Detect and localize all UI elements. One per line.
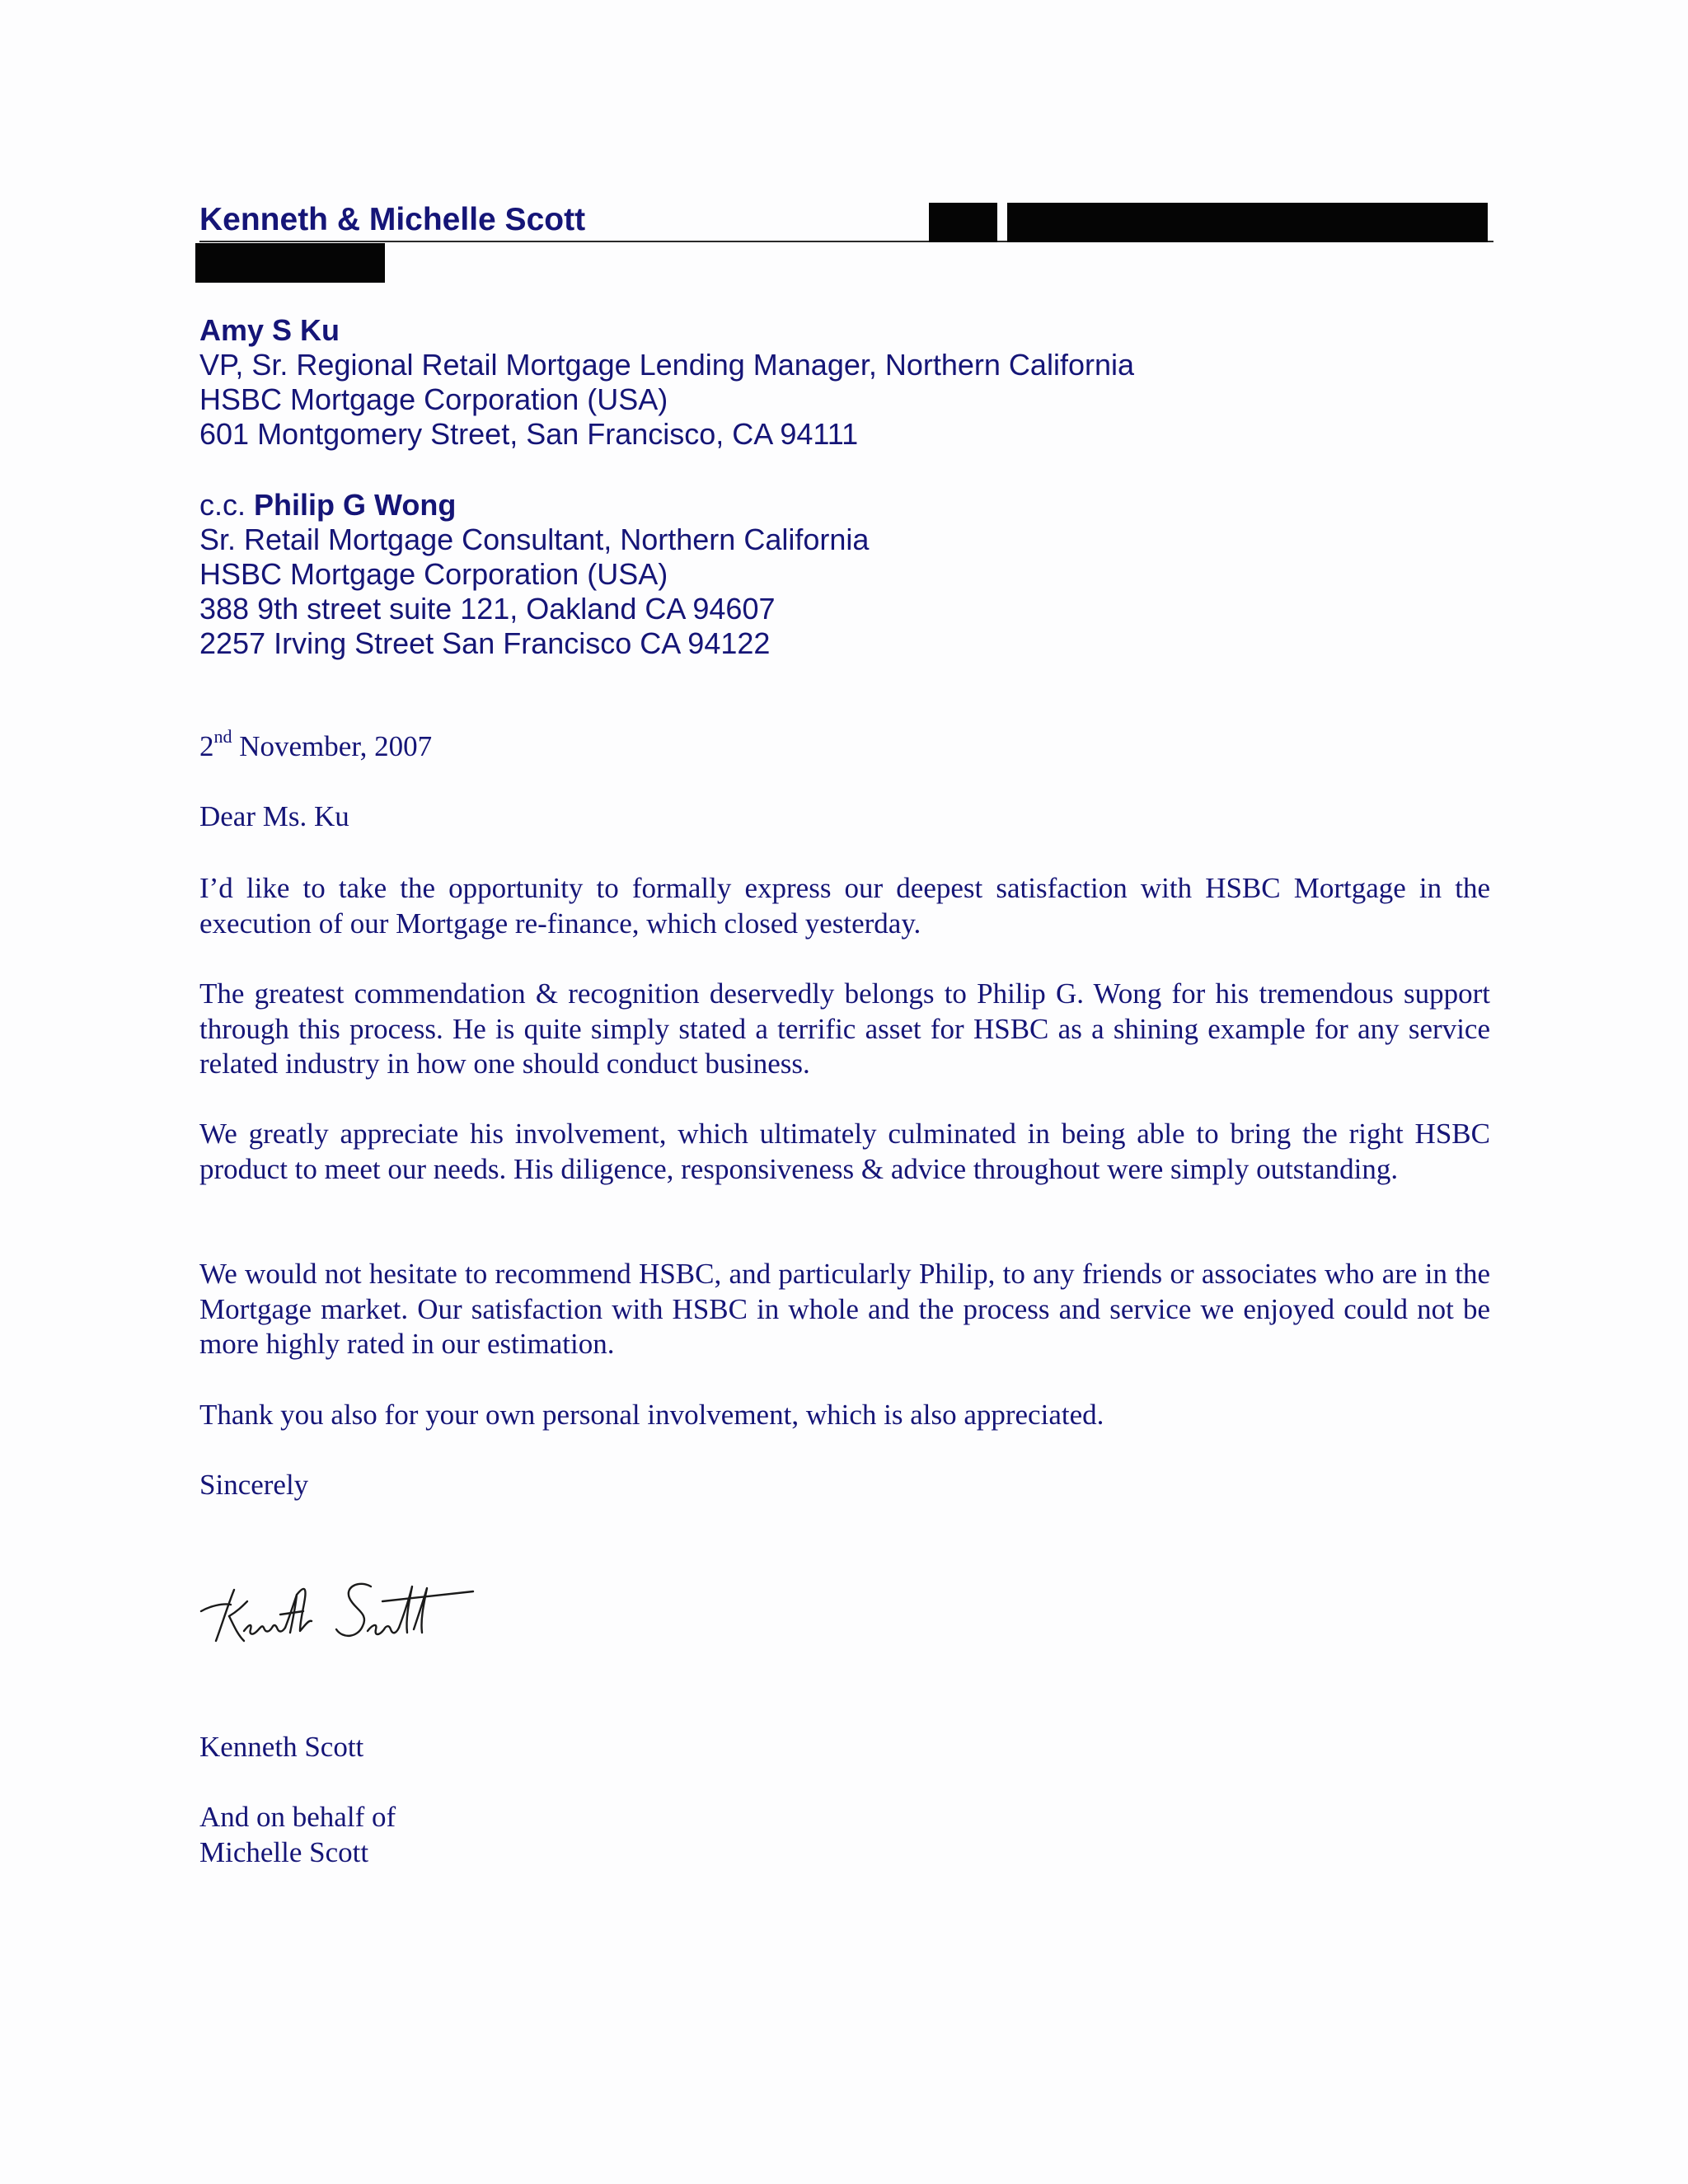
recipient-name: Amy S Ku: [199, 313, 340, 347]
on-behalf-line: And on behalf of: [199, 1801, 396, 1833]
on-behalf-block: [199, 1800, 1490, 1870]
signer-name: Kenneth Scott: [199, 1731, 364, 1763]
cc-address-1: 388 9th street suite 121, Oakland CA 94607: [199, 592, 776, 626]
cc-title: Sr. Retail Mortgage Consultant, Northern California: [199, 523, 870, 556]
letterhead-name: Kenneth & Michelle Scott: [199, 202, 586, 237]
co-signer-name: Michelle Scott: [199, 1835, 369, 1868]
closing: Sincerely: [199, 1469, 309, 1501]
body-paragraph: I’d like to take the opportunity to formally express our deepest satisfaction with HSBC Mortgage in the execution of our Mortgage re-finance, which closed yesterday.: [199, 872, 1490, 940]
cc-name: Philip G Wong: [254, 488, 457, 522]
cc-company: HSBC Mortgage Corporation (USA): [199, 557, 668, 591]
date-rest: November, 2007: [239, 730, 433, 762]
body-paragraph: The greatest commendation & recognition deservedly belongs to Philip G. Wong for his tremendous support through this process. He is quite simply stated a terrific asset for HSBC as a shining example for any service related industry in how one should conduct business.: [199, 977, 1490, 1080]
salutation: Dear Ms. Ku: [199, 800, 349, 832]
body-paragraph: We greatly appreciate his involvement, which ultimately culminated in being able to bring the right HSBC product to meet our needs. His diligence, responsiveness & advice throughout were simply outstanding.: [199, 1118, 1490, 1185]
date-suffix: nd: [213, 726, 232, 747]
redaction-bar: [195, 243, 385, 283]
signature: [198, 1562, 495, 1661]
letter-date: [199, 726, 1490, 765]
body-paragraph: We would not hesitate to recommend HSBC, and particularly Philip, to any friends or associates who are in the Mortgage market. Our satisfaction with HSBC in whole and the process and service we enjoyed could not be more highly rated in our estimation.: [199, 1258, 1490, 1360]
cc-prefix: c.c.: [199, 488, 246, 522]
body-paragraph: Thank you also for your own personal involvement, which is also appreciated.: [199, 1399, 1104, 1431]
cc-block: [199, 488, 869, 661]
cc-name-line: [199, 488, 869, 523]
date-day: 2: [199, 730, 214, 762]
cc-address-2: 2257 Irving Street San Francisco CA 94122: [199, 626, 771, 660]
redaction-bar: [929, 203, 997, 242]
recipient-block: [199, 313, 1134, 452]
redaction-bar: [1007, 203, 1488, 242]
recipient-company: HSBC Mortgage Corporation (USA): [199, 382, 668, 416]
recipient-title: VP, Sr. Regional Retail Mortgage Lending Manager, Northern California: [199, 348, 1134, 382]
recipient-address: 601 Montgomery Street, San Francisco, CA 94111: [199, 417, 859, 451]
